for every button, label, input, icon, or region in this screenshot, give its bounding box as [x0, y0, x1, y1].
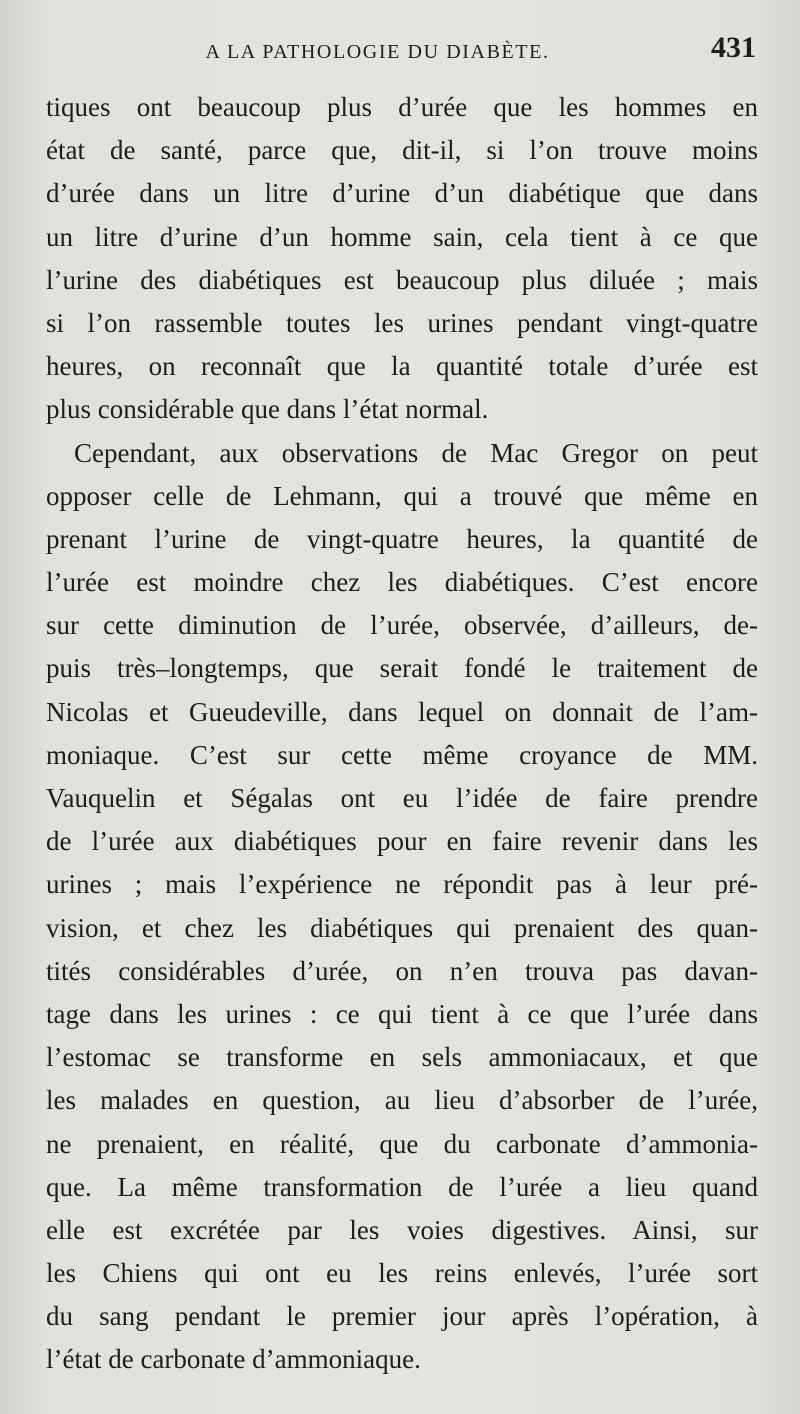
text-line: un litre d’urine d’un homme sain, cela tient à ce que — [46, 221, 758, 252]
text-line: de l’urée aux diabétiques pour en faire revenir dans les — [46, 826, 758, 857]
text-line: état de santé, parce que, dit-il, si l’on trouve moins — [46, 135, 758, 166]
text-line: l’urée est moindre chez les diabétiques. C’est encore — [46, 567, 758, 598]
text-line: puis très–longtemps, que serait fondé le traitement de — [46, 653, 758, 684]
text-line: Cependant, aux observations de Mac Gregor on peut — [74, 437, 758, 468]
running-title: A LA PATHOLOGIE DU DIABÈTE. — [205, 41, 550, 63]
text-line: moniaque. C’est sur cette même croyance de MM. — [46, 739, 758, 770]
text-line: si l’on rassemble toutes les urines pendant vingt-quatre — [46, 307, 758, 338]
page-number: 431 — [711, 31, 756, 64]
text-line: elle est excrétée par les voies digestives. Ainsi, sur — [46, 1214, 758, 1245]
text-line: que. La même transformation de l’urée a lieu quand — [46, 1171, 758, 1202]
text-line: sur cette diminution de l’urée, observée, d’ailleurs, de- — [46, 610, 758, 641]
text-line: heures, on reconnaît que la quantité totale d’urée est — [46, 351, 758, 382]
text-line: ne prenaient, en réalité, que du carbonate d’ammonia- — [46, 1128, 758, 1159]
text-line: l’estomac se transforme en sels ammoniacaux, et que — [46, 1042, 758, 1073]
text-line: tités considérables d’urée, on n’en trouva pas davan- — [46, 955, 758, 986]
text-line: du sang pendant le premier jour après l’opération, à — [46, 1301, 758, 1332]
text-line: urines ; mais l’expérience ne répondit pas à leur pré- — [46, 869, 758, 900]
text-line: Vauquelin et Ségalas ont eu l’idée de faire prendre — [46, 783, 758, 813]
text-line: opposer celle de Lehmann, qui a trouvé que même en — [46, 480, 758, 511]
text-line: tage dans les urines : ce qui tient à ce que l’urée dans — [46, 998, 758, 1029]
text-line: l’état de carbonate d’ammoniaque. — [46, 1344, 421, 1375]
text-line: d’urée dans un litre d’urine d’un diabétique que dans — [46, 178, 758, 209]
text-line: Nicolas et Gueudeville, dans lequel on donnait de l’am- — [46, 696, 758, 727]
text-line: les Chiens qui ont eu les reins enlevés, l’urée sort — [46, 1258, 758, 1289]
text-line: vision, et chez les diabétiques qui prenaient des quan- — [46, 912, 758, 943]
text-line: prenant l’urine de vingt-quatre heures, la quantité de — [46, 523, 758, 554]
body-text — [46, 86, 758, 1382]
text-line: plus considérable que dans l’état normal. — [46, 394, 489, 425]
text-line: tiques ont beaucoup plus d’urée que les hommes en — [46, 92, 758, 122]
text-line: les malades en question, au lieu d’absorber de l’urée, — [46, 1085, 758, 1116]
text-line: l’urine des diabétiques est beaucoup plus diluée ; mais — [46, 264, 758, 295]
